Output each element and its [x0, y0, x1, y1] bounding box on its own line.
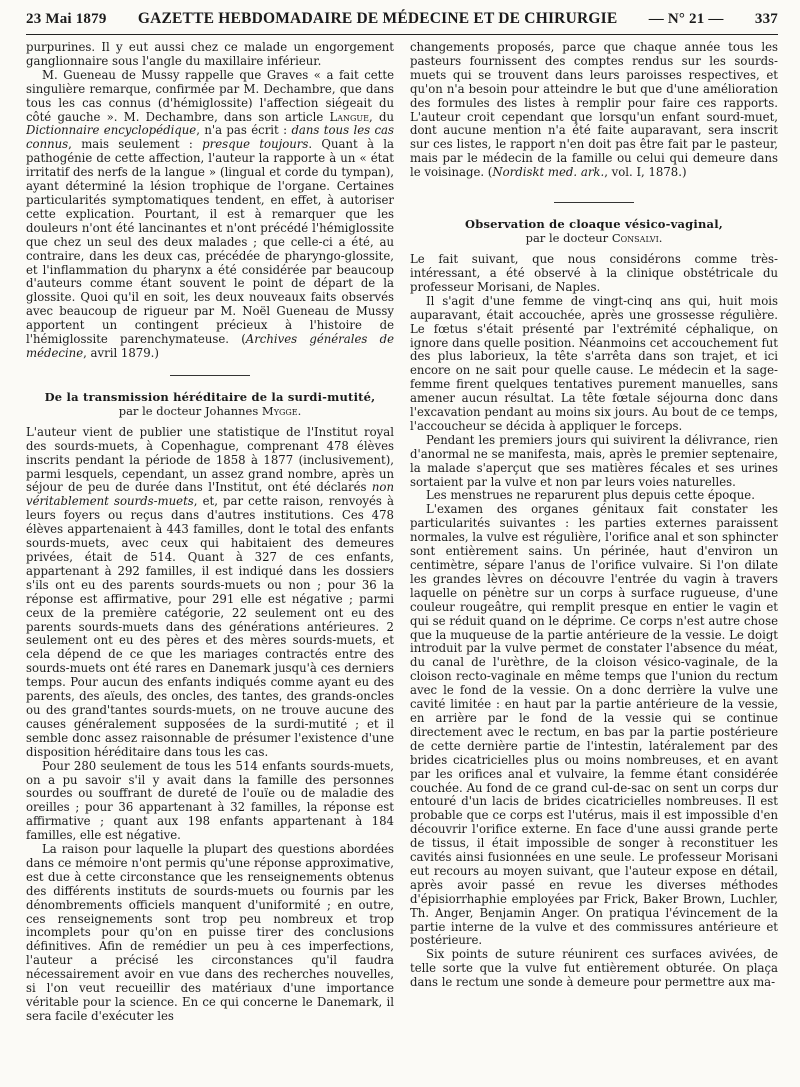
- paragraph: La raison pour laquelle la plupart des questions abordées dans ce mémoire n'ont permis qu'une réponse approximative, est due à cette circonstance que les renseignements obtenus des différents instituts de sourds-muets ou fournis par les dénombrements officiels manquent d'uniformité ; en outre, ces renseignements sont trop peu nombreux et trop incomplets pour qu'on en puisse tirer des conclusions définitives. Afin de remédier un peu à ces imperfections, l'auteur a précisé les circonstances qu'il faudra nécessairement avoir en vue dans des recherches nouvelles, si l'on veut recueillir des matériaux d'une importance véritable pour la science. En ce qui concerne le Danemark, il sera facile d'exécuter les: [26, 842, 394, 1023]
- section-divider: [554, 202, 634, 203]
- section-title: Observation de cloaque vésico-vaginal,: [465, 217, 723, 232]
- paragraph: Pendant les premiers jours qui suivirent la délivrance, rien d'anormal ne se manifesta, mais, après le premier septenaire, la malade s'aperçut que ses matières fécales et ses urines sortaient par la vulve et non par leurs voies naturelles.: [410, 432, 778, 489]
- section-title: De la transmission héréditaire de la surdi-mutité,: [44, 389, 376, 404]
- header-date: 23 Mai 1879: [26, 11, 107, 27]
- right-column: [410, 41, 778, 1041]
- header-rule: [26, 34, 778, 35]
- paragraph: Le fait suivant, que nous considérons comme très-intéressant, a été observé à la clinique obstétricale du professeur Morisani, de Naples.: [410, 252, 778, 294]
- section-author: par le docteur Johannes Mygge.: [118, 403, 302, 418]
- two-column-body: [26, 41, 778, 1041]
- paragraph: Six points de suture réunirent ces surfaces avivées, de telle sorte que la vulve fut entièrement obturée. On plaça dans le rectum une sonde à demeure pour permettre aux ma-: [410, 947, 778, 990]
- paragraph: Pour 280 seulement de tous les 514 enfants sourds-muets, on a pu savoir s'il y avait dans la famille des personnes sourdes ou souffrant de dureté de l'ouïe ou de maladie des oreilles ; pour 36 appartenant à 32 familles, la réponse est affirmative ; quant aux 198 enfants appartenant à 184 familles, elle est négative.: [26, 758, 394, 843]
- paragraph: M. Gueneau de Mussy rappelle que Graves « a fait cette singulière remarque, confirmée par M. Dechambre, que dans tous les cas connus (d'hémiglossite) l'affection siégeait du côté gauche ». M. Dechambre, dans son article Langue, du Dictionnaire encyclopédique, n'a pas écrit : dans tous les cas connus, mais seulement : presque toujours. Quant à la pathogénie de cette affection, l'auteur la rapporte à un « état irritatif des nerfs de la langue » (lingual et corde du tympan), ayant déterminé la lésion trophique de l'organe. Certaines particularités symptomatiques tendent, en effet, à autoriser cette explication. Pourtant, il est à remarquer que les douleurs n'ont été lancinantes et n'ont précédé l'hémiglossite que chez un seul des deux malades ; que celle-ci a été, au contraire, dans les deux cas, précédée de pharyngo-glossite, et l'inflammation du pharynx a été considérée par beaucoup d'auteurs comme étant souvent le point de départ de la glossite. Quoi qu'il en soit, les deux nouveaux faits observés avec beaucoup de rigueur par M. Noël Gueneau de Mussy apportent un contingent précieux à l'histoire de l'hémiglossite parenchymateuse. (Archives générales de médecine, avril 1879.): [26, 67, 394, 360]
- header-issue: — N° 21 —: [648, 11, 724, 27]
- header-journal-title: GAZETTE HEBDOMADAIRE DE MÉDECINE ET DE CHIRURGIE: [137, 10, 618, 27]
- running-header: [26, 10, 778, 28]
- section-author: par le docteur Consalvi.: [525, 231, 663, 246]
- paragraph: purpurines. Il y eut aussi chez ce malade un engorgement ganglionnaire sous l'angle du maxillaire inférieur.: [26, 41, 394, 68]
- paragraph: Les menstrues ne reparurent plus depuis cette époque.: [426, 488, 755, 503]
- header-page-number: 337: [754, 11, 778, 27]
- paragraph: Il s'agit d'une femme de vingt-cinq ans qui, huit mois auparavant, était accouchée, après une grossesse régulière. Le fœtus s'était présenté par l'extrémité céphalique, on ignore dans quelle position. Néanmoins cet accouchement fut des plus laborieux, la tête s'arrêta dans son trajet, et ici encore on ne sait pour quelle cause. Le médecin et la sage-femme firent quelques tentatives purement manuelles, sans amener aucun résultat. La tête fœtale séjourna donc dans l'excavation pendant au moins six jours. Au bout de ce temps, l'accoucheur se décida à appliquer le forceps.: [410, 293, 778, 433]
- section-divider: [170, 375, 250, 376]
- left-column: [26, 41, 394, 1041]
- paragraph: L'auteur vient de publier une statistique de l'Institut royal des sourds-muets, à Copenhague, comprenant 478 élèves inscrits pendant la période de 1858 à 1877 (inclusivement), parmi lesquels, cependant, un assez grand nombre, après un séjour de peu de durée dans l'Institut, ont été déclarés non véritablement sourds-muets, et, par cette raison, renvoyés à leurs foyers ou reçus dans d'autres institutions. Ces 478 élèves appartenaient à 443 familles, dont le total des enfants sourds-muets, avec ceux qui habitaient des demeures privées, était de 514. Quant à 327 de ces enfants, appartenant à 292 familles, il est indiqué dans les dossiers s'ils ont eu des parents sourds-muets ou non ; pour 36 la réponse est affirmative, pour 291 elle est négative ; parmi ceux de la première catégorie, 22 seulement ont eu des parents sourds-muets dans des générations antérieures. 2 seulement ont eu des pères et des mères sourds-muets, et cela dépend de ce que les mariages contractés entre des sourds-muets ont été rares en Danemark jusqu'à ces derniers temps. Pour aucun des enfants indiqués comme ayant eu des parents, des aïeuls, des oncles, des tantes, des grands-oncles ou des grand'tantes sourds-muets, on ne trouve aucune des causes généralement supposées de la surdi-mutité ; et il semble donc assez raisonnable de présumer l'existence d'une disposition héréditaire dans tous les cas.: [26, 424, 394, 759]
- paragraph: L'examen des organes génitaux fait constater les particularités suivantes : les parties externes paraissent normales, la vulve est régulière, l'orifice anal et son sphincter sont entièrement sains. Un périnée, haut d'environ un centimètre, sépare l'anus de l'orifice vulvaire. Si l'on dilate les grandes lèvres on découvre l'entrée du vagin à travers laquelle on pénètre sur un corps à surface rugueuse, d'une couleur rougeâtre, qui remplit presque en entier le vagin et qui se réduit quand on le déprime. Ce corps n'est autre chose que la muqueuse de la partie antérieure de la vessie. Le doigt introduit par la vulve permet de constater l'absence du méat, du canal de l'urèthre, de la cloison vésico-vaginale, de la cloison recto-vaginale en même temps que l'union du rectum avec le fond de la vessie. On a donc derrière la vulve une cavité limitée : en haut par la partie antérieure de la vessie, en arrière par le fond de la vessie qui se continue directement avec le rectum, en bas par la partie postérieure de cette dernière partie de l'intestin, latéralement par des brides cicatricielles plus ou moins nombreuses, et en avant par les orifices anal et vulvaire, la femme étant considérée couchée. Au fond de ce grand cul-de-sac on sent un corps dur entouré d'un lacis de brides cicatricielles nombreuses. Il est probable que ce corps est l'utérus, mais il est impossible d'en découvrir l'orifice externe. En face d'une aussi grande perte de tissus, il était impossible de songer à reconstituer les cavités ainsi fusionnées en une seule. Le professeur Morisani eut recours au moyen suivant, que l'auteur expose en détail, après avoir passé en revue les diverses méthodes d'épisiorrhaphie employées par Frick, Baker Brown, Luchler, Th. Anger, Benjamin Anger. On pratiqua l'évincement de la partie interne de la vulve et des commissures antérieure et postérieure.: [410, 502, 778, 948]
- paragraph: changements proposés, parce que chaque année tous les pasteurs fournissent des comptes rendus sur les sourds-muets qui se trouvent dans leurs paroisses respectives, et qu'on n'a besoin pour atteindre le but que d'une amélioration des formules des listes à remplir pour faire ces rapports. L'auteur croit cependant que lorsqu'un enfant sourd-muet, dont aucune mention n'a été faite auparavant, sera inscrit sur ces listes, le rapport n'en doit pas être fait par le pasteur, mais par le médecin de la famille ou celui qui demeure dans le voisinage. (Nordiskt med. ark., vol. I, 1878.): [410, 41, 778, 180]
